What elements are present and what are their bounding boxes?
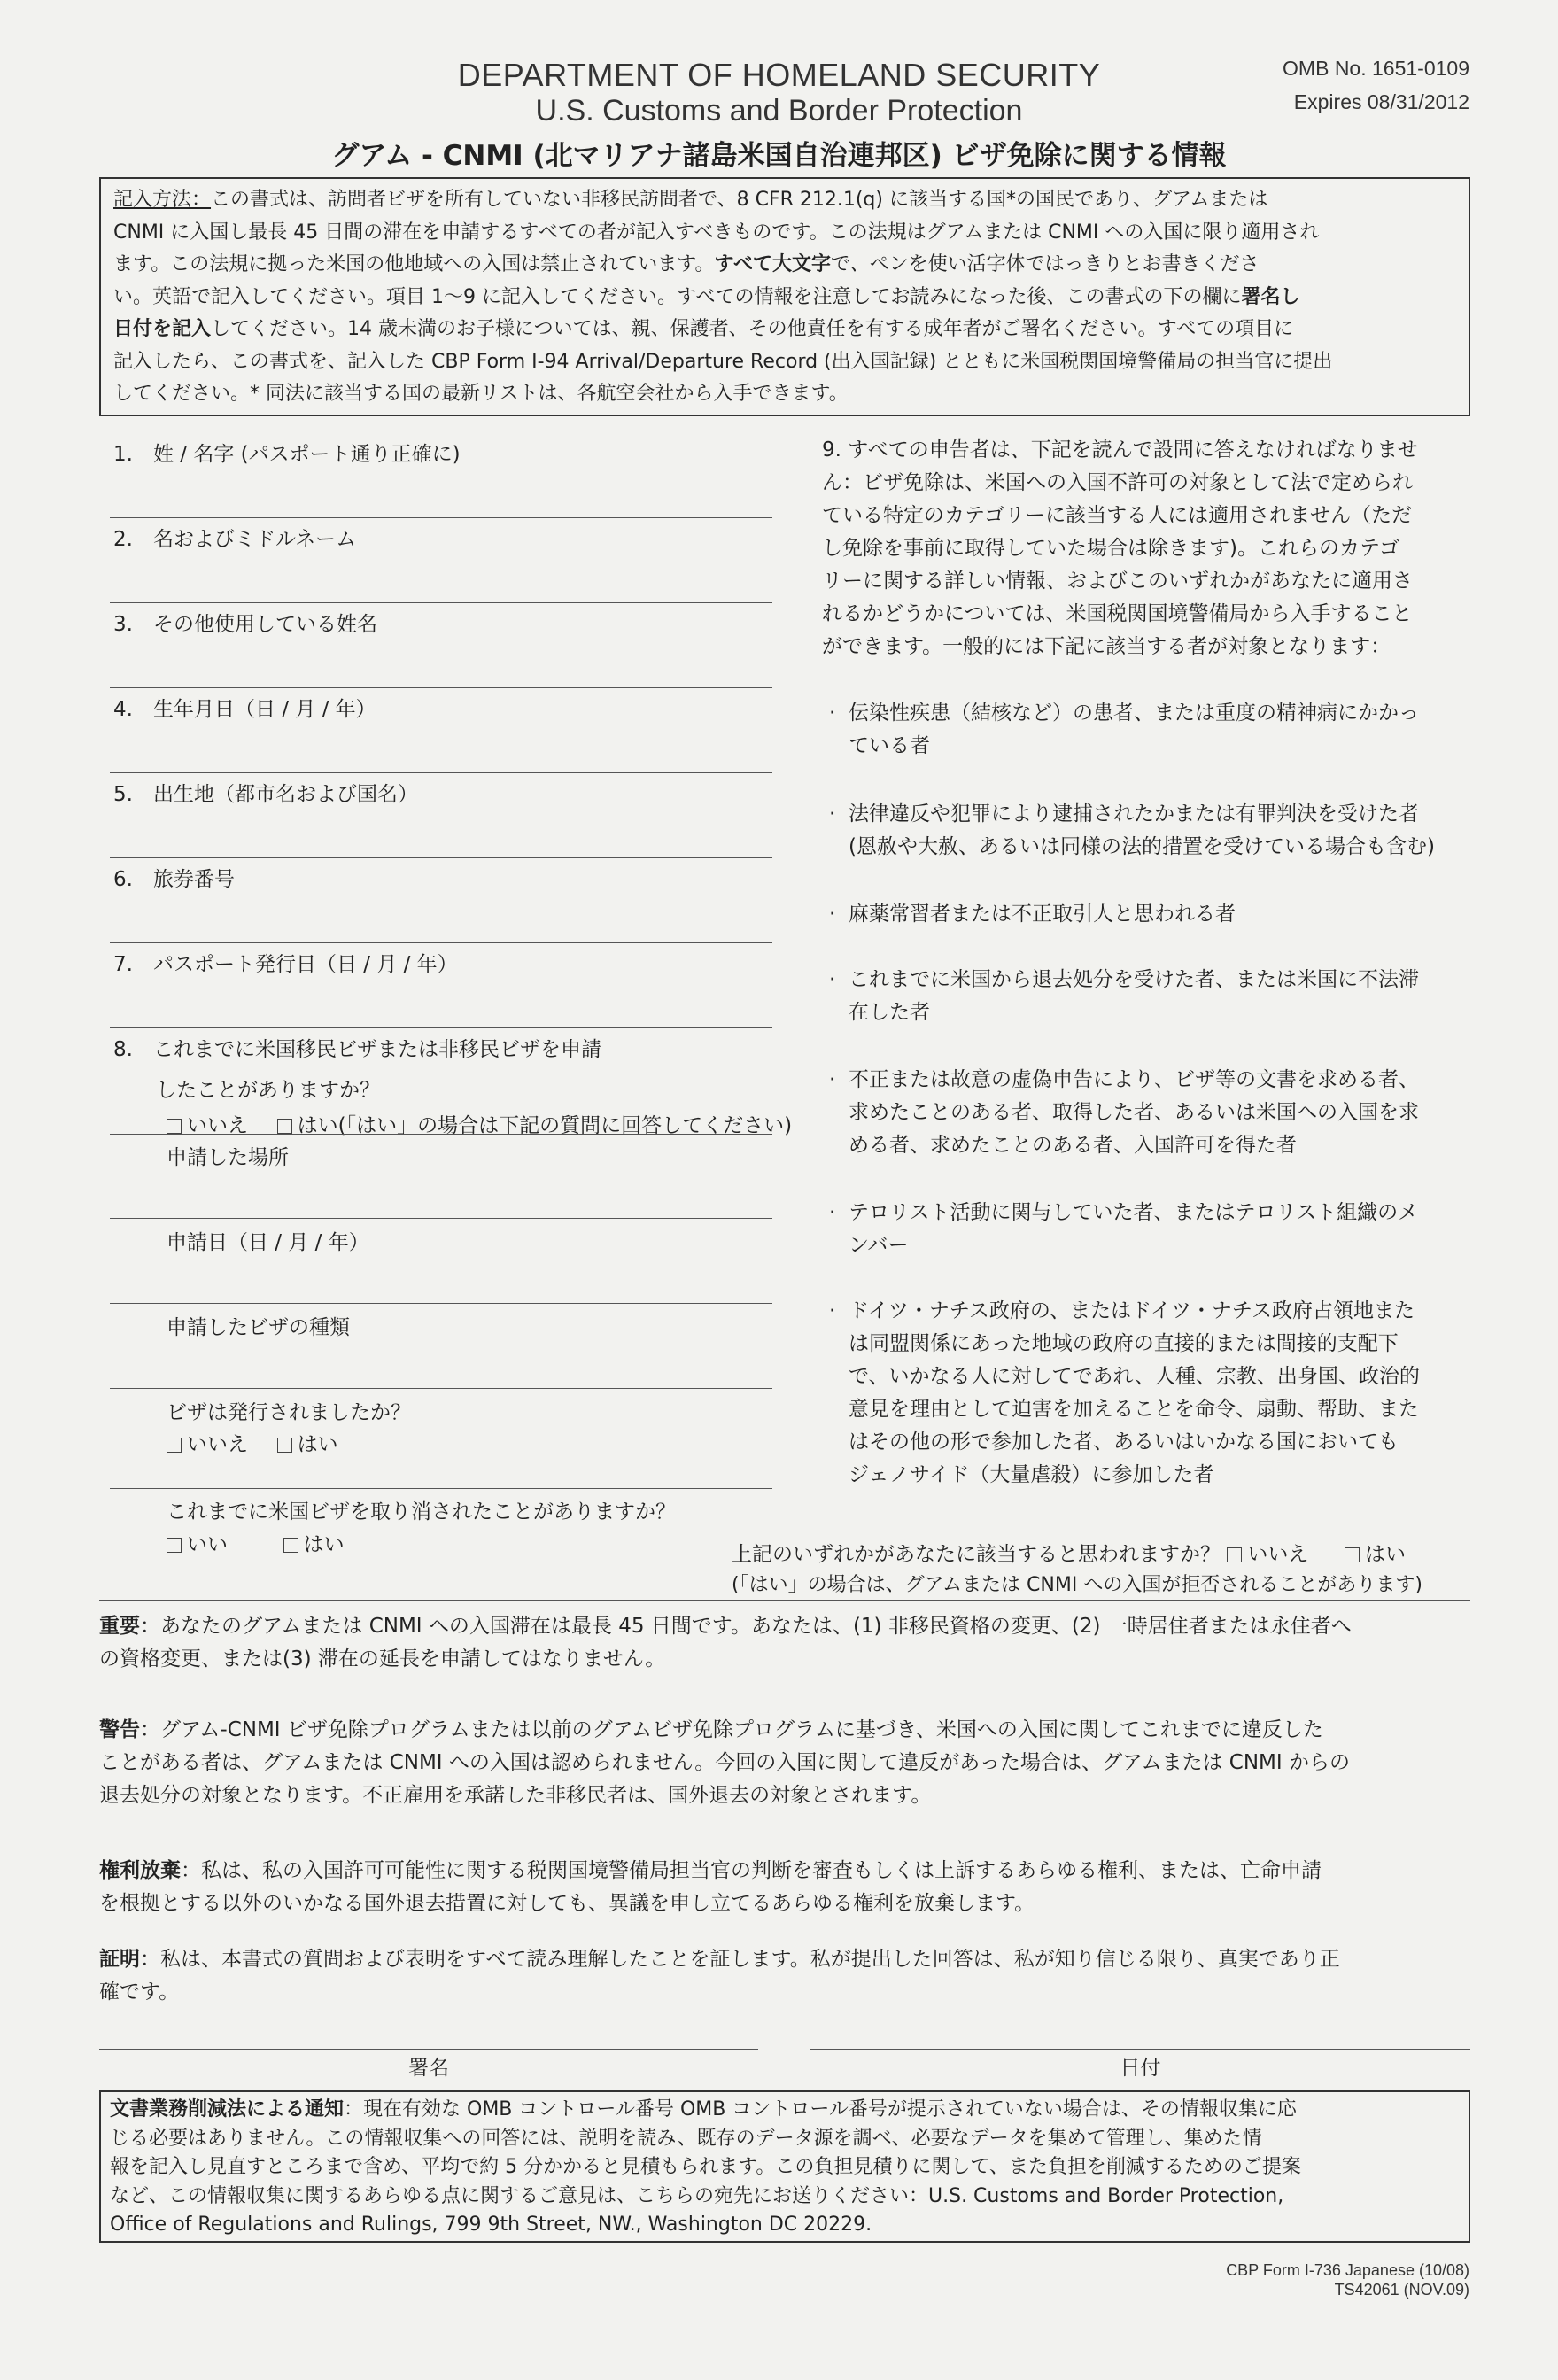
instructions-emphasis: 署名し: [1241, 285, 1300, 308]
visa-type-label: 申請したビザの種類: [167, 1316, 350, 1339]
field-3-label: 3. その他使用している姓名: [113, 613, 377, 636]
warning-paragraph: [99, 1714, 1470, 1812]
field-7-label: 7. パスポート発行日（日 / 月 / 年）: [113, 953, 458, 976]
field-6-input-line[interactable]: [110, 942, 772, 943]
field-8-question-line1: 8. これまでに米国移民ビザまたは非移民ビザを申請: [113, 1038, 601, 1061]
warning-text: ことがある者は、グアムまたは CNMI への入国は認められません。今回の入国に関して違反があった場合は、グアムまたは CNMI からの: [99, 1751, 1350, 1774]
q9-bullet-nazi: · ドイツ・ナチス政府の、またはドイツ・ナチス政府占領地また は同盟関係にあった地域の政府の直接的または間接的支配下 で、いかなる人に対してであれ、人種、宗教、出身国、政治的 意見を理由として迫害を加えることを命令、扇動、帮助、また はその他の形で参加した者、あるいはいかなる国においても ジェノサイド（大量虐殺）に参加した者: [849, 1295, 1420, 1492]
date-label: 日付: [1120, 2057, 1161, 2080]
field-8-no-label: いいえ: [187, 1114, 248, 1137]
instructions-emphasis: 日付を記入: [113, 318, 212, 340]
instructions-label: 記入方法：: [113, 189, 212, 211]
visa-revoked-yes-label: はい: [303, 1533, 345, 1556]
important-text: ：あなたのグアムまたは CNMI への入国滞在は最長 45 日間です。あなたは、(1) 非移民資格の変更、(2) 一時居住者または永住者へ: [140, 1615, 1352, 1638]
q9-bullet-fraud: · 不正または故意の虚偽申告により、ビザ等の文書を求める者、 求めたことのある者、取得した者、あるいは米国への入国を求 める者、求めたことのある者、入国許可を得た者: [849, 1064, 1419, 1162]
field-5-label: 5. 出生地（都市名および国名）: [113, 783, 418, 806]
form-number: CBP Form I-736 Japanese (10/08): [1226, 2261, 1469, 2279]
q9-bullet-terrorist: · テロリスト活動に関与していた者、またはテロリスト組織のメ ンバー: [849, 1197, 1418, 1262]
date-input-line[interactable]: [810, 2049, 1470, 2050]
waiver-label: 権利放棄: [99, 1859, 181, 1882]
q9-no-label: いいえ: [1247, 1543, 1309, 1566]
bullet-line: で、いかなる人に対してであれ、人種、宗教、出身国、政治的: [849, 1365, 1420, 1388]
notice-text: 報を記入し見直すところまで含め、平均で約 5 分かかると見積もられます。この負担見積りに関して、また負担を削減するためのご提案: [110, 2156, 1301, 2178]
bullet-line: ンバー: [849, 1234, 909, 1257]
question-9-line: れるかどうかについては、米国税関国境警備局から入手すること: [822, 602, 1413, 625]
certification-label: 証明: [99, 1948, 140, 1971]
question-9-line: 9. すべての申告者は、下記を読んで設問に答えなければなりませ: [822, 438, 1418, 461]
instructions-emphasis: すべて大文字: [714, 253, 832, 275]
q9-bullet-criminal: · 法律違反や犯罪により逮捕されたかまたは有罪判決を受けた者 (恩赦や大赦、あるいは同様の法的措置を受けている場合も含む): [849, 798, 1435, 864]
agency-heading: U.S. Customs and Border Protection: [535, 94, 1023, 128]
field-4-label: 4. 生年月日（日 / 月 / 年）: [113, 698, 376, 721]
form-title: グアム - CNMI (北マリアナ諸島米国自治連邦区) ビザ免除に関する情報: [331, 140, 1227, 172]
instructions-line: [113, 249, 1456, 282]
instructions-text: この書式は、訪問者ビザを所有していない非移民訪問者で、8 CFR 212.1(q) に該当する国*の国民であり、グアムまたは: [211, 189, 1268, 211]
field-8-yes-label: はい(「はい」の場合は下記の質問に回答してください): [297, 1114, 793, 1137]
question-9-line: ができます。一般的には下記に該当する者が対象となります：: [822, 635, 1391, 658]
field-5-input-line[interactable]: [110, 857, 772, 858]
bullet-line: ドイツ・ナチス政府の、またはドイツ・ナチス政府占領地また: [849, 1299, 1415, 1322]
applied-place-label: 申請した場所: [167, 1146, 289, 1169]
warning-text: ：グアム-CNMI ビザ免除プログラムまたは以前のグアムビザ免除プログラムに基づき、米国への入国に関してこれまでに違反した: [140, 1718, 1323, 1741]
visa-issued-options: [167, 1428, 338, 1457]
q9-question-text: 上記のいずれかがあなたに該当すると思われますか？: [732, 1543, 1221, 1566]
q9-bullet-removed: · これまでに米国から退去処分を受けた者、または米国に不法滞 在した者: [849, 964, 1419, 1029]
field-7-input-line[interactable]: [110, 1027, 772, 1028]
certification-paragraph: [99, 1943, 1470, 2009]
expiry-date: Expires 08/31/2012: [1293, 90, 1469, 113]
bullet-line: 求めたことのある者、取得した者、あるいは米国への入国を求: [849, 1101, 1419, 1124]
q9-bullet-disease: · 伝染性疾患（結核など）の患者、または重度の精神病にかかっ ている者: [849, 697, 1419, 763]
important-paragraph: [99, 1610, 1470, 1676]
waiver-text: を根拠とする以外のいかなる国外退去措置に対しても、異議を申し立てるあらゆる権利を放棄します。: [99, 1892, 1035, 1915]
instructions-text: ます。この法規に拠った米国の他地域への入国は禁止されています。: [113, 253, 715, 275]
field-4-input-line[interactable]: [110, 772, 772, 773]
waiver-paragraph: [99, 1855, 1470, 1920]
bullet-line: (恩赦や大赦、あるいは同様の法的措置を受けている場合も含む): [849, 835, 1435, 858]
visa-issued-no-label: いいえ: [187, 1433, 248, 1456]
bullet-line: 在した者: [849, 1001, 930, 1024]
bullet-line: 意見を理由として迫害を加えることを命令、扇動、帮助、また: [849, 1398, 1419, 1421]
applied-date-label: 申請日（日 / 月 / 年）: [167, 1231, 369, 1254]
bullet-line: 伝染性疾患（結核など）の患者、または重度の精神病にかかっ: [849, 702, 1419, 725]
field-8-no-checkbox[interactable]: [167, 1119, 182, 1134]
question-9-intro: [822, 434, 1482, 663]
instructions-line: [113, 314, 1456, 346]
question-9-line: し免除を事前に取得していた場合は除きます)。これらのカテゴ: [822, 537, 1400, 560]
notice-text: じる必要はありません。この情報収集への回答には、説明を読み、既存のデータ源を調べ、必要なデータを集めて管理し、集めた情: [110, 2127, 1262, 2150]
question-9-line: リーに関する詳しい情報、およびこのいずれかがあなたに適用さ: [822, 570, 1413, 593]
field-2-input-line[interactable]: [110, 602, 772, 603]
certification-text: ：私は、本書式の質問および表明をすべて読み理解したことを証します。私が提出した回答は、私が知り信じる限り、真実であり正: [140, 1948, 1340, 1971]
q9-no-checkbox[interactable]: [1227, 1547, 1242, 1562]
visa-issued-no-checkbox[interactable]: [167, 1438, 182, 1453]
bullet-line: は同盟関係にあった地域の政府の直接的または間接的支配下: [849, 1332, 1399, 1355]
bullet-line: ている者: [849, 734, 930, 757]
q9-question: [732, 1538, 1406, 1567]
instructions-line: [113, 184, 1456, 217]
certification-text: 確です。: [99, 1981, 180, 2004]
department-heading: DEPARTMENT OF HOMELAND SECURITY: [457, 57, 1101, 93]
visa-revoked-yes-checkbox[interactable]: [283, 1538, 298, 1553]
visa-revoked-no-checkbox[interactable]: [167, 1538, 182, 1553]
waiver-text: ：私は、私の入国許可可能性に関する税関国境警備局担当官の判断を審査もしくは上訴するあらゆる権利、または、亡命申請: [181, 1859, 1322, 1882]
important-text: の資格変更、または(3) 滞在の延長を申請してはなりません。: [99, 1647, 666, 1671]
signature-label: 署名: [408, 2057, 449, 2080]
bullet-line: 不正または故意の虚偽申告により、ビザ等の文書を求める者、: [849, 1068, 1419, 1091]
warning-label: 警告: [99, 1718, 140, 1741]
field-2-label: 2. 名およびミドルネーム: [113, 528, 357, 551]
visa-issued-label: ビザは発行されましたか？: [167, 1401, 411, 1424]
visa-issued-yes-checkbox[interactable]: [277, 1438, 292, 1453]
bullet-line: める者、求めたことのある者、入国許可を得た者: [849, 1134, 1297, 1157]
applied-place-input-line[interactable]: [110, 1218, 772, 1219]
omb-number: OMB No. 1651-0109: [1283, 57, 1469, 80]
instructions-line: [113, 282, 1456, 314]
visa-type-input-line[interactable]: [110, 1388, 772, 1389]
bullet-line: 麻薬常習者または不正取引人と思われる者: [849, 903, 1236, 926]
visa-issued-yes-label: はい: [297, 1433, 338, 1456]
instructions-text: してください。14 歳未満のお子様については、親、保護者、その他責任を有する成年者がご署名ください。すべての項目に: [211, 318, 1294, 340]
visa-issued-divider: [110, 1488, 772, 1489]
notice-text: ：現在有効な OMB コントロール番号 OMB コントロール番号が提示されていない場合は、その情報収集に応: [344, 2098, 1297, 2120]
instructions-text: い。英語で記入してください。項目 1～9 に記入してください。すべての情報を注意してお読みになった後、この書式の下の欄に: [113, 285, 1242, 308]
bullet-line: 法律違反や犯罪により逮捕されたかまたは有罪判決を受けた者: [849, 802, 1419, 826]
field-6-label: 6. 旅券番号: [113, 868, 235, 891]
instructions-text: で、ペンを使い活字体ではっきりとお書きくださ: [831, 253, 1260, 275]
signature-input-line[interactable]: [99, 2049, 758, 2050]
notice-text: Office of Regulations and Rulings, 799 9th Street, NW., Washington DC 20229.: [110, 2213, 872, 2236]
warning-text: 退去処分の対象となります。不正雇用を承諾した非移民者は、国外退去の対象とされます。: [99, 1784, 932, 1807]
q9-note: (「はい」の場合は、グアムまたは CNMI への入国が拒否されることがあります): [732, 1574, 1422, 1596]
instructions-line: CNMI に入国し最長 45 日間の滞在を申請するすべての者が記入すべきものです。この法規はグアムまたは CNMI への入国に限り適用され: [113, 221, 1320, 244]
field-3-input-line[interactable]: [110, 687, 772, 688]
visa-revoked-label: これまでに米国ビザを取り消されたことがありますか？: [167, 1500, 676, 1523]
question-9-line: ん：ビザ免除は、米国への入国不許可の対象として法で定められ: [822, 471, 1413, 494]
paperwork-notice-box: [99, 2090, 1470, 2243]
instructions-line: してください。* 同法に該当する国の最新リストは、各航空会社から入手できます。: [113, 383, 849, 405]
applied-date-input-line[interactable]: [110, 1303, 772, 1304]
section-divider: [99, 1600, 1470, 1601]
form-code: TS42061 (NOV.09): [1334, 2281, 1469, 2299]
visa-revoked-options: [167, 1528, 345, 1557]
field-8-question-line2: したことがありますか？: [156, 1079, 380, 1102]
field-1-label: 1. 姓 / 名字 (パスポート通り正確に): [113, 443, 461, 466]
notice-label: 文書業務削減法による通知: [110, 2098, 345, 2120]
q9-yes-label: はい: [1364, 1543, 1406, 1566]
important-label: 重要: [99, 1615, 140, 1638]
bullet-line: ジェノサイド（大量虐殺）に参加した者: [849, 1463, 1214, 1486]
bullet-line: はその他の形で参加した者、あるいはいかなる国においても: [849, 1430, 1399, 1454]
question-9-line: ている特定のカテゴリーに該当する人には適用されません（ただ: [822, 504, 1413, 527]
bullet-line: テロリスト活動に関与していた者、またはテロリスト組織のメ: [849, 1201, 1419, 1224]
field-8-divider: [110, 1134, 772, 1135]
field-8-yes-checkbox[interactable]: [277, 1119, 292, 1134]
q9-bullet-drugs: · 麻薬常習者または不正取引人と思われる者: [849, 898, 1236, 931]
q9-yes-checkbox[interactable]: [1345, 1547, 1360, 1562]
instructions-line: 記入したら、この書式を、記入した CBP Form I-94 Arrival/Departure Record (出入国記録) とともに米国税関国境警備局の担当官に提出: [113, 350, 1333, 373]
instructions-box: [99, 177, 1470, 416]
visa-revoked-no-label: いい: [187, 1533, 228, 1556]
notice-text: など、この情報収集に関するあらゆる点に関するご意見は、こちらの宛先にお送りください：U.S. Customs and Border Protection,: [110, 2184, 1284, 2207]
field-1-input-line[interactable]: [110, 517, 772, 518]
bullet-line: これまでに米国から退去処分を受けた者、または米国に不法滞: [849, 968, 1419, 991]
